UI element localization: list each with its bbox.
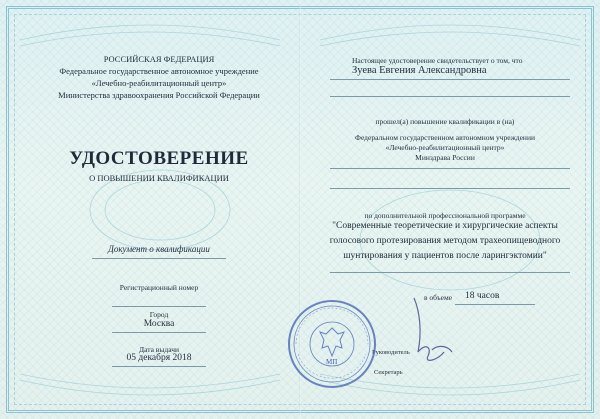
certificate-title: УДОСТОВЕРЕНИЕ bbox=[69, 148, 249, 169]
official-stamp bbox=[286, 298, 378, 390]
org-underline bbox=[330, 168, 570, 169]
secretary-label: Секретарь bbox=[374, 369, 403, 376]
head-label: Руководитель bbox=[372, 349, 410, 356]
training-organization bbox=[310, 133, 580, 163]
issue-date-label: Дата выдачи bbox=[138, 345, 180, 354]
issue-date-value: 05 декабря 2018 bbox=[126, 353, 192, 363]
doc-type-underline bbox=[92, 258, 226, 259]
passed-training-text: прошел(а) повышение квалификации в (на) bbox=[375, 117, 515, 126]
signature bbox=[408, 292, 458, 370]
holder-name: Зуева Евгения Александровна bbox=[352, 65, 487, 76]
certifies-text: Настоящее удостоверение свидетельствует о том, что bbox=[352, 56, 523, 65]
name-underline-2 bbox=[330, 96, 570, 97]
document-type: Документ о квалификации bbox=[108, 244, 210, 254]
reg-number-label: Регистрационный номер bbox=[119, 283, 199, 292]
institution-line-2: «Лечебно-реабилитационный центр» bbox=[91, 78, 227, 88]
city-label: Город bbox=[149, 310, 169, 319]
program-line-2: голосового протезирования методом трахеопищеводного bbox=[329, 236, 561, 246]
ministry-name: Министерства здравоохранения Российской Федерации bbox=[58, 90, 260, 100]
country-name: РОССИЙСКАЯ ФЕДЕРАЦИЯ bbox=[103, 54, 215, 64]
org-line-2: «Лечебно-реабилитационный центр» bbox=[385, 143, 505, 152]
name-underline bbox=[330, 79, 570, 80]
org-underline-2 bbox=[330, 188, 570, 189]
volume-value: 18 часов bbox=[465, 291, 500, 301]
institution-line-1: Федеральное государственное автономное учреждение bbox=[59, 66, 259, 76]
org-line-3: Минздрава России bbox=[415, 153, 475, 162]
program-underline bbox=[330, 272, 570, 273]
volume-underline bbox=[455, 304, 535, 305]
issuer-block bbox=[28, 53, 290, 101]
volume-label: в объеме bbox=[424, 293, 453, 302]
city-underline bbox=[112, 332, 206, 333]
program-line-3: шунтирования у пациентов после ларингэктомии" bbox=[343, 251, 547, 261]
reg-number-line bbox=[112, 306, 206, 307]
city-value: Москва bbox=[143, 319, 175, 329]
date-underline bbox=[112, 366, 206, 367]
program-title bbox=[310, 219, 580, 264]
program-intro: по дополнительной профессиональной программе bbox=[364, 211, 526, 220]
org-line-1: Федеральном государственном автономном учреждении bbox=[355, 133, 535, 142]
stamp-mp-label: МП bbox=[326, 358, 338, 366]
certificate-subtitle: О ПОВЫШЕНИИ КВАЛИФИКАЦИИ bbox=[89, 173, 229, 183]
program-line-1: "Современные теоретические и хирургические аспекты bbox=[332, 221, 558, 231]
